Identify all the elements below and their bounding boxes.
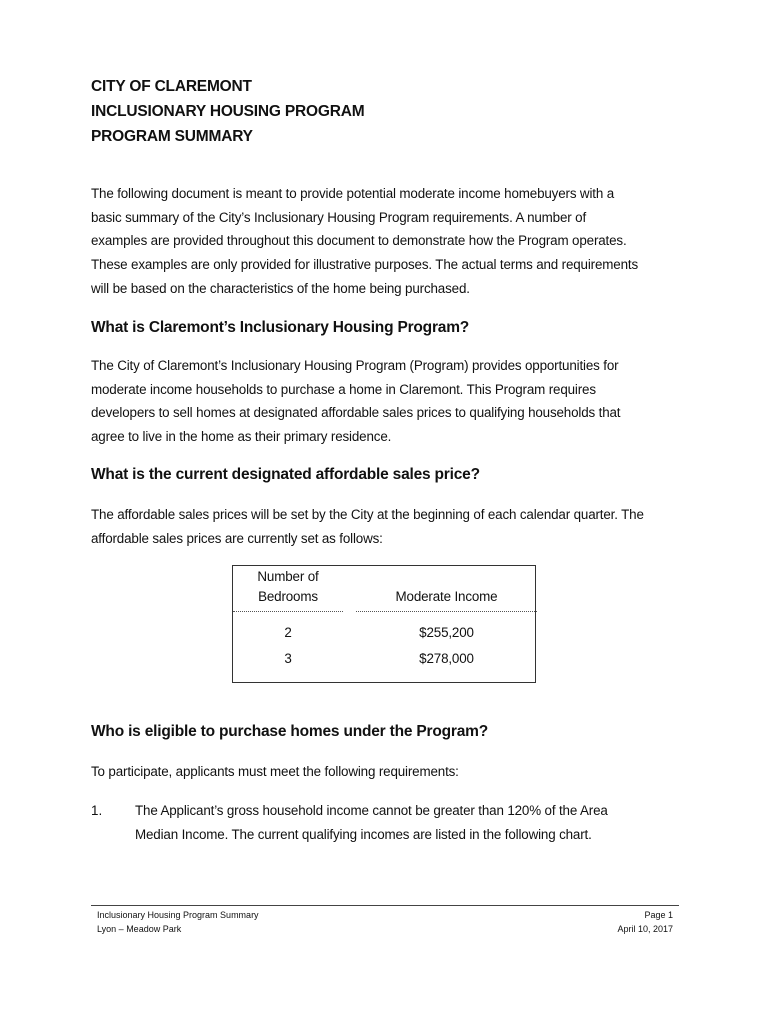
footer-page-number: Page 1: [644, 910, 673, 920]
requirement-line: The Applicant’s gross household income cannot be greater than 120% of the Area: [135, 803, 608, 818]
intro-line: The following document is meant to provide potential moderate income homebuyers with a: [91, 186, 615, 201]
section-heading-price: What is the current designated affordable sales price?: [91, 466, 480, 483]
price-paragraph: [91, 503, 691, 550]
eligibility-intro-line: To participate, applicants must meet the following requirements:: [91, 764, 459, 779]
section-heading-eligibility: Who is eligible to purchase homes under the Program?: [91, 723, 488, 740]
intro-line: basic summary of the City’s Inclusionary Housing Program requirements. A number of: [91, 209, 587, 225]
requirement-number: 1.: [91, 803, 103, 818]
footer-doc-title: Inclusionary Housing Program Summary: [97, 910, 259, 920]
price-line: The affordable sales prices will be set by the City at the beginning of each calendar quarter. The: [91, 507, 644, 522]
footer-left: [97, 908, 259, 936]
header-rule-left: [233, 611, 343, 612]
program-paragraph: [91, 354, 691, 449]
eligibility-intro: [91, 760, 691, 784]
table-cell-price: $278,000: [419, 651, 474, 666]
header-rule-right: [356, 611, 537, 612]
table-cell-bedrooms: 3: [284, 651, 292, 666]
program-line: moderate income households to purchase a home in Claremont. This Program requires: [91, 381, 596, 397]
program-line: agree to live in the home as their primary residence.: [91, 429, 392, 445]
intro-line: will be based on the characteristics of the home being purchased.: [91, 280, 470, 296]
intro-line: These examples are only provided for illustrative purposes. The actual terms and requirements: [91, 257, 638, 273]
table-cell-price: $255,200: [419, 625, 474, 640]
header-bedrooms-line2: Bedrooms: [258, 589, 318, 604]
intro-line: examples are provided throughout this document to demonstrate how the Program operates.: [91, 233, 627, 249]
header-moderate-income: Moderate Income: [395, 589, 498, 604]
intro-paragraph: [91, 182, 691, 301]
header-bedrooms: [233, 567, 343, 607]
program-line: developers to sell homes at designated affordable sales prices to qualifying households that: [91, 405, 621, 421]
title-line-city: CITY OF CLAREMONT: [91, 78, 252, 95]
program-line: The City of Claremont’s Inclusionary Housing Program (Program) provides opportunities for: [91, 358, 619, 373]
table-cell-bedrooms: 2: [284, 625, 292, 640]
section-heading-program: What is Claremont’s Inclusionary Housing Program?: [91, 319, 470, 336]
footer-divider: [91, 905, 679, 906]
requirement-line: Median Income. The current qualifying incomes are listed in the following chart.: [135, 826, 592, 842]
footer-date: April 10, 2017: [617, 924, 673, 934]
price-line: affordable sales prices are currently set as follows:: [91, 530, 383, 546]
requirement-text: [135, 799, 695, 846]
document-title: [91, 74, 364, 149]
title-line-summary: PROGRAM SUMMARY: [91, 128, 253, 145]
header-bedrooms-line1: Number of: [257, 569, 319, 584]
footer-project: Lyon – Meadow Park: [97, 924, 182, 934]
footer-right: [617, 908, 673, 936]
title-line-program: INCLUSIONARY HOUSING PROGRAM: [91, 103, 365, 120]
affordable-price-table: [232, 565, 536, 683]
